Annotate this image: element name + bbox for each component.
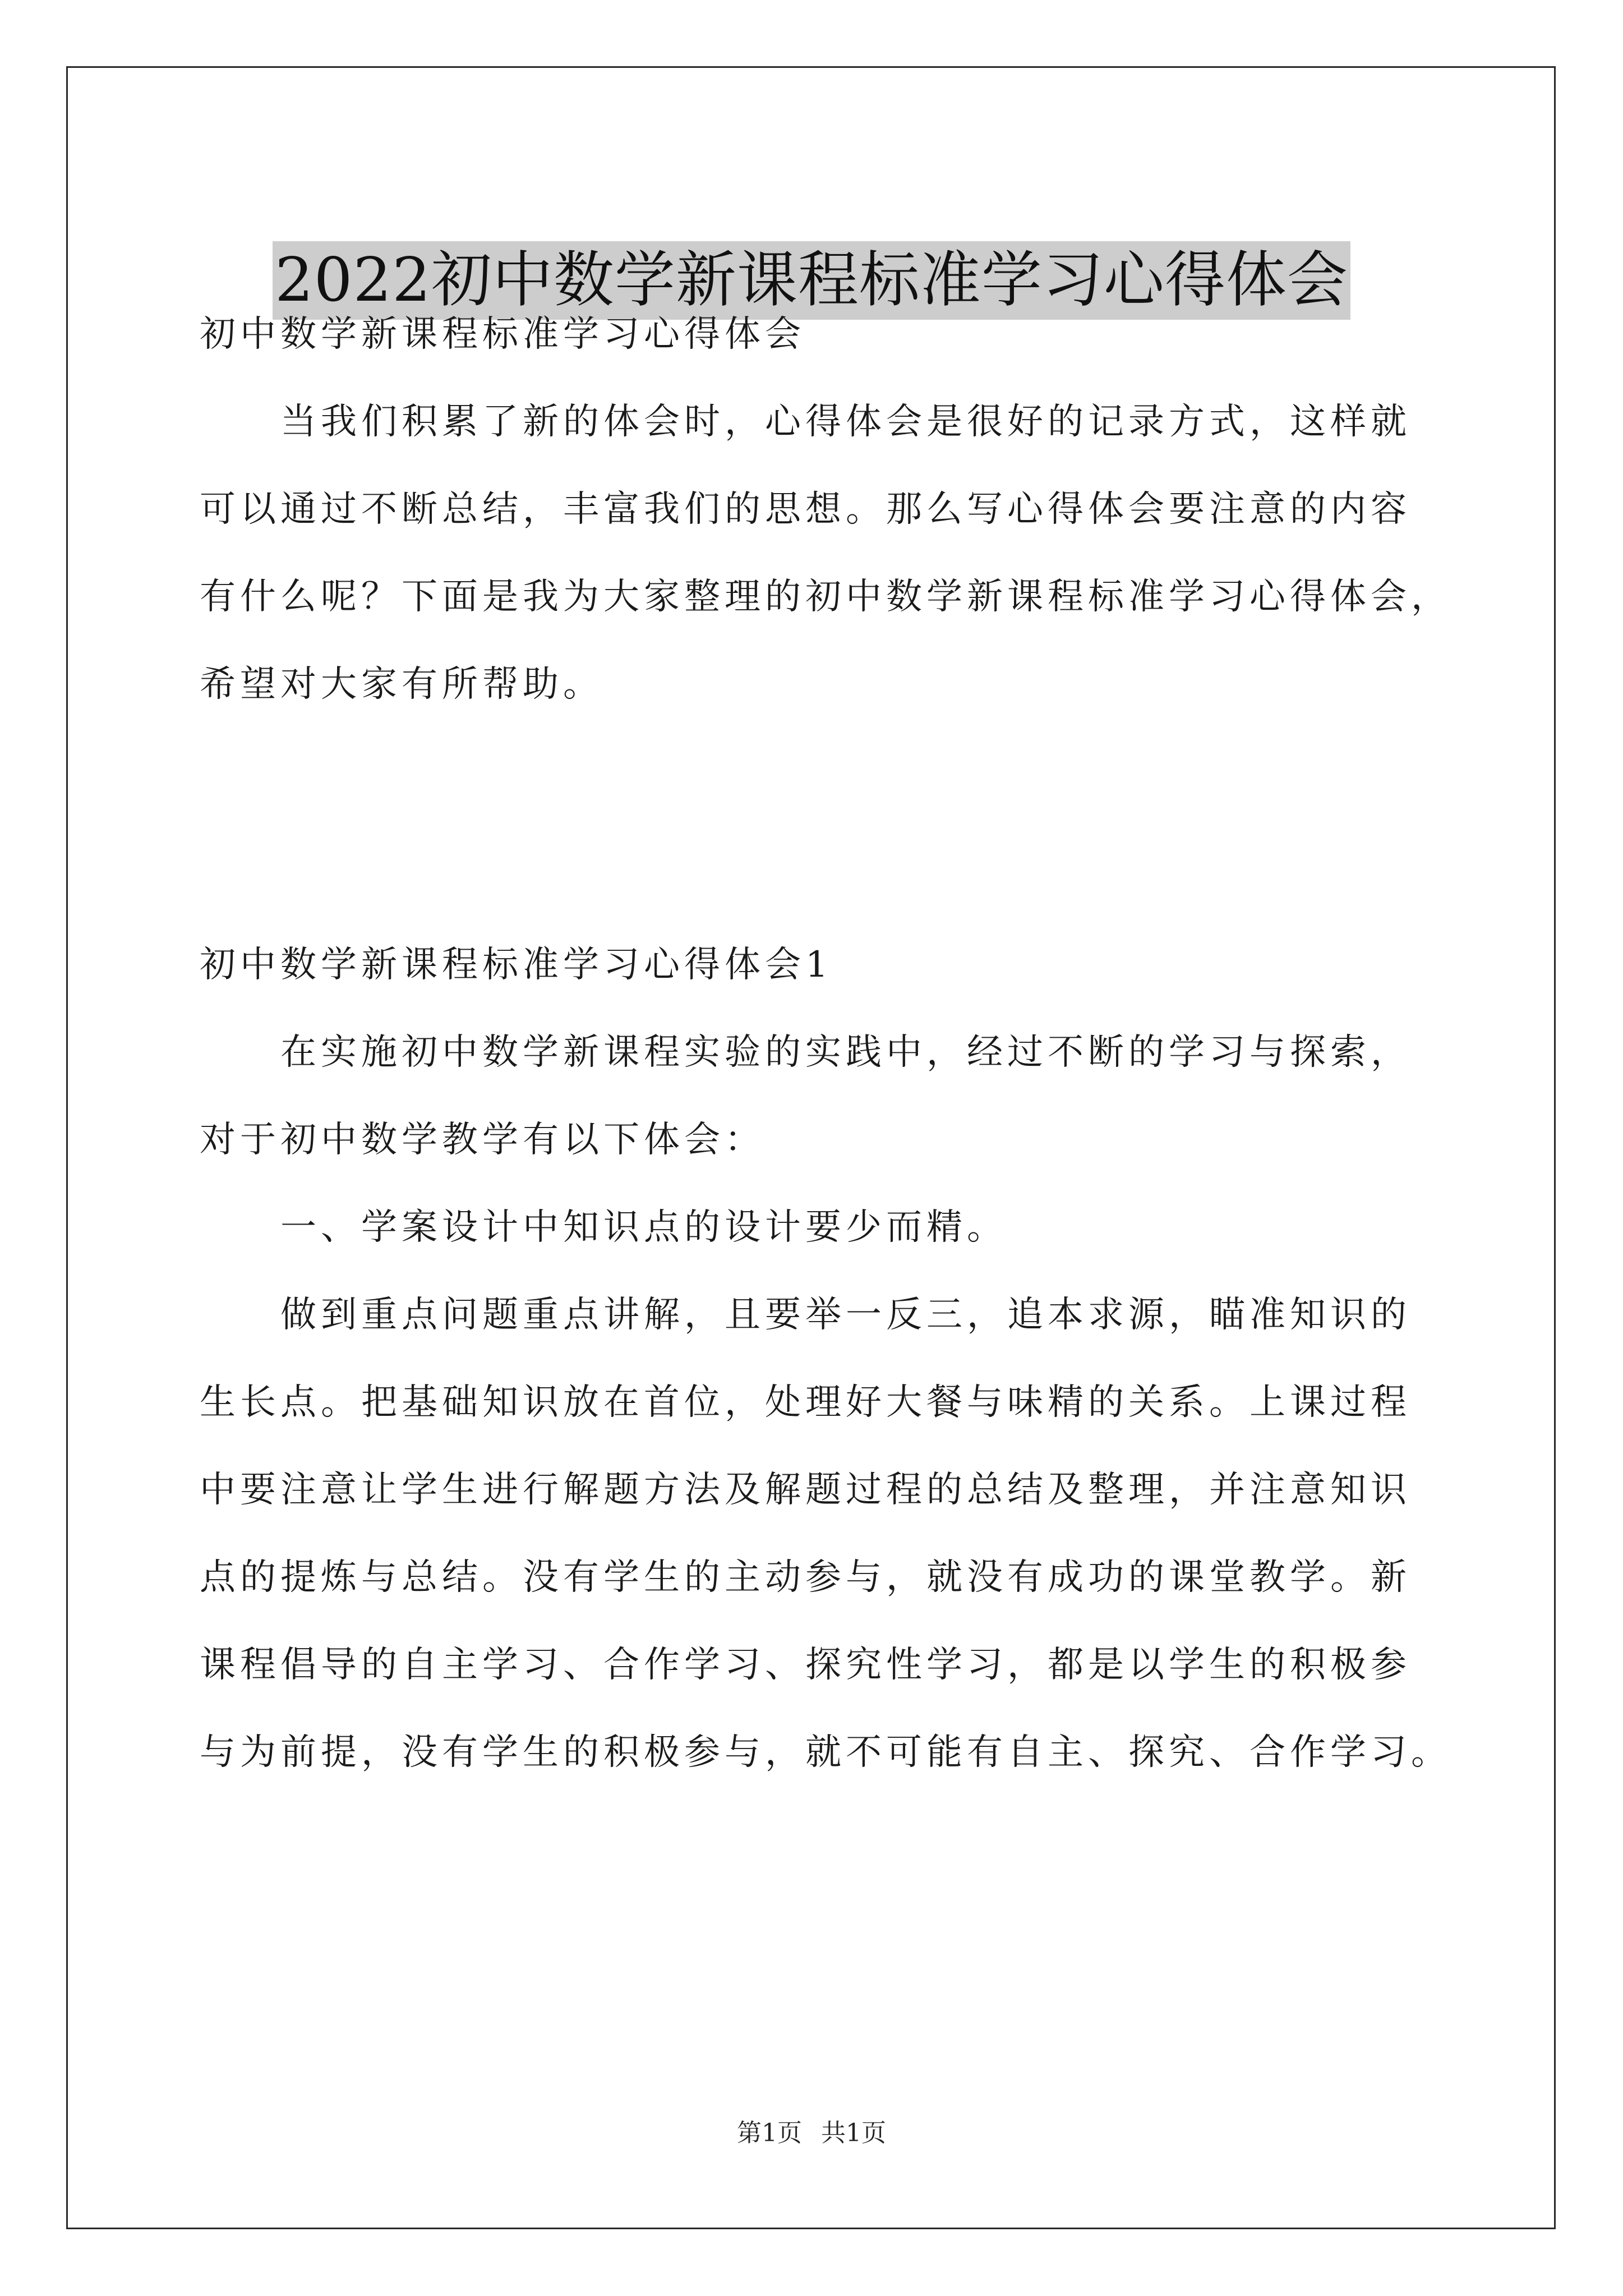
page-total: 共1页 <box>821 2119 886 2147</box>
page-current: 第1页 <box>737 2119 802 2147</box>
paragraph-line: 课程倡导的自主学习、合作学习、探究性学习，都是以学生的积极参 <box>200 1644 1411 1686</box>
paragraph-line: 与为前提，没有学生的积极参与，就不可能有自主、探究、合作学习。 <box>200 1732 1451 1773</box>
paragraph-line: 生长点。把基础知识放在首位，处理好大餐与味精的关系。上课过程 <box>200 1382 1411 1423</box>
paragraph-line: 在实施初中数学新课程实验的实践中，经过不断的学习与探索， <box>200 1032 1411 1073</box>
paragraph-line: 有什么呢？下面是我为大家整理的初中数学新课程标准学习心得体会， <box>200 576 1451 618</box>
paragraph-line: 对于初中数学教学有以下体会： <box>200 1119 765 1161</box>
paragraph-line: 做到重点问题重点讲解，且要举一反三，追本求源，瞄准知识的 <box>200 1294 1411 1336</box>
paragraph-line: 一、学案设计中知识点的设计要少而精。 <box>200 1207 1007 1248</box>
paragraph-line: 可以通过不断总结，丰富我们的思想。那么写心得体会要注意的内容 <box>200 489 1411 530</box>
paragraph-line: 希望对大家有所帮助。 <box>200 664 603 705</box>
section-heading: 初中数学新课程标准学习心得体会1 <box>200 944 833 986</box>
paragraph-line: 当我们积累了新的体会时，心得体会是很好的记录方式，这样就 <box>200 401 1411 443</box>
document-title: 2022初中数学新课程标准学习心得体会 <box>273 241 1350 320</box>
paragraph-line: 中要注意让学生进行解题方法及解题过程的总结及整理，并注意知识 <box>200 1469 1411 1511</box>
subtitle-line: 初中数学新课程标准学习心得体会 <box>200 314 805 355</box>
paragraph-line: 点的提炼与总结。没有学生的主动参与，就没有成功的课堂教学。新 <box>200 1557 1411 1598</box>
page-footer <box>0 2118 1623 2149</box>
